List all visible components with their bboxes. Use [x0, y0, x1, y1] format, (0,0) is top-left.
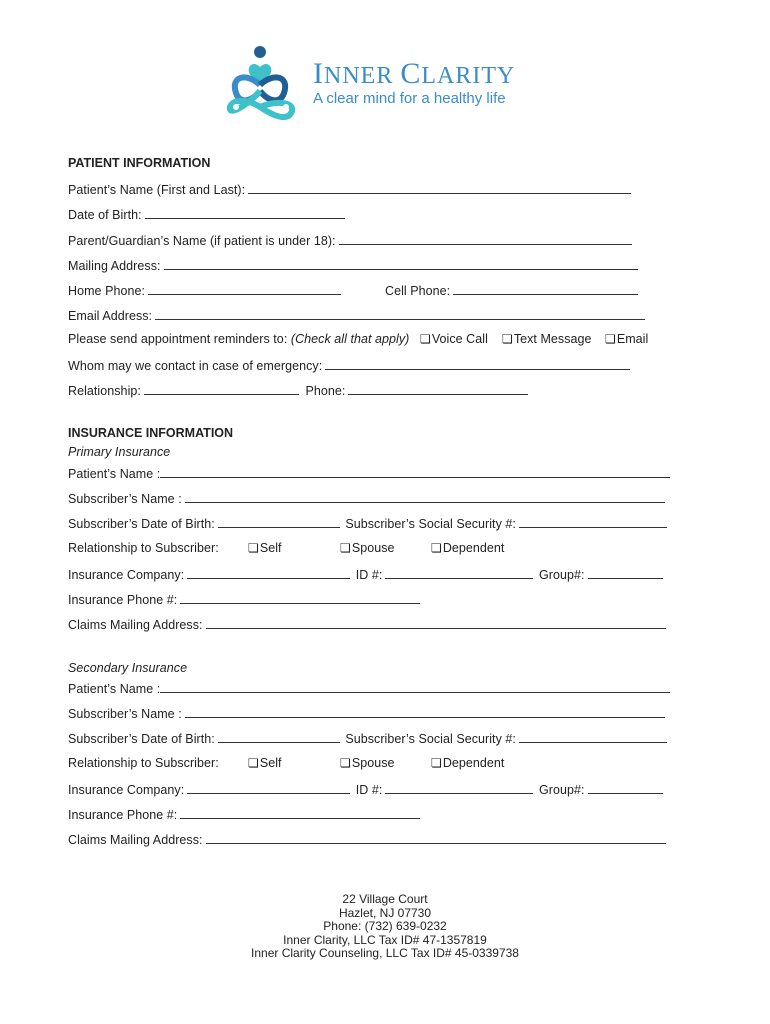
dob-label: Date of Birth:	[68, 208, 142, 222]
primary-insurance-title: Primary Insurance	[68, 445, 171, 459]
primary-subscriber-dob-label: Subscriber’s Date of Birth:	[68, 517, 215, 531]
cell-phone-label: Cell Phone:	[385, 284, 451, 298]
primary-phone-row	[68, 591, 420, 607]
primary-claims-row	[68, 616, 666, 632]
primary-patient-name-label: Patient’s Name :	[68, 467, 161, 481]
guardian-row	[68, 232, 632, 248]
brand-initial-2: C	[400, 57, 422, 90]
cell-phone-field[interactable]	[453, 282, 638, 295]
primary-id-label: ID #:	[355, 568, 383, 582]
secondary-self-label: Self	[259, 756, 282, 770]
secondary-id-field[interactable]	[385, 781, 533, 794]
dob-field[interactable]	[145, 206, 345, 219]
primary-subscriber-name-row	[68, 490, 665, 506]
mailing-field[interactable]	[164, 257, 638, 270]
reminder-voice-checkbox[interactable]	[420, 332, 488, 346]
secondary-subscriber-dob-field[interactable]	[218, 730, 340, 743]
secondary-id-label: ID #:	[355, 783, 383, 797]
secondary-phone-row	[68, 806, 420, 822]
primary-relationship-label: Relationship to Subscriber:	[68, 541, 219, 555]
emergency-relationship-label: Relationship:	[68, 384, 141, 398]
patient-name-label: Patient’s Name (First and Last):	[68, 183, 246, 197]
meditating-figure-icon	[222, 45, 300, 127]
secondary-group-label: Group#:	[538, 783, 585, 797]
secondary-spouse-checkbox[interactable]	[340, 756, 395, 770]
email-field[interactable]	[155, 307, 645, 320]
reminder-text-checkbox[interactable]	[502, 332, 592, 346]
secondary-subscriber-dob-row	[68, 730, 667, 746]
patient-heading: PATIENT INFORMATION	[68, 156, 211, 170]
primary-dependent-label: Dependent	[442, 541, 505, 555]
primary-claims-field[interactable]	[206, 616, 666, 629]
reminders-label: Please send appointment reminders to:	[68, 332, 288, 346]
footer-address: 22 Village Court	[342, 892, 428, 906]
footer-phone: Phone: (732) 639-0232	[323, 919, 447, 933]
secondary-insurance-title: Secondary Insurance	[68, 661, 188, 675]
primary-spouse-checkbox[interactable]	[340, 541, 395, 555]
footer-tax-id-2: Inner Clarity Counseling, LLC Tax ID# 45-0339738	[251, 946, 519, 960]
footer-city: Hazlet, NJ 07730	[338, 905, 432, 920]
secondary-subscriber-name-field[interactable]	[185, 705, 665, 718]
primary-claims-label: Claims Mailing Address:	[68, 618, 203, 632]
primary-self-label: Self	[259, 541, 282, 555]
insurance-heading: INSURANCE INFORMATION	[68, 426, 234, 440]
secondary-dependent-checkbox[interactable]	[431, 756, 504, 770]
primary-phone-field[interactable]	[180, 591, 420, 604]
secondary-patient-name-row	[68, 680, 670, 696]
brand-rest-1: NNER	[324, 63, 394, 89]
reminders-hint: (Check all that apply)	[290, 332, 410, 346]
primary-dependent-checkbox[interactable]	[431, 541, 504, 555]
emergency-relationship-row	[68, 382, 528, 398]
reminder-voice-label: Voice Call	[431, 332, 488, 346]
guardian-field[interactable]	[339, 232, 632, 245]
secondary-subscriber-ssn-field[interactable]	[519, 730, 667, 743]
primary-group-field[interactable]	[588, 566, 663, 579]
secondary-phone-field[interactable]	[180, 806, 420, 819]
secondary-claims-row	[68, 831, 666, 847]
dob-row	[68, 206, 345, 222]
secondary-patient-name-field[interactable]	[160, 680, 670, 693]
primary-patient-name-row	[68, 465, 670, 481]
secondary-claims-field[interactable]	[206, 831, 666, 844]
primary-subscriber-name-field[interactable]	[185, 490, 665, 503]
email-row	[68, 307, 645, 323]
patient-name-row	[68, 181, 631, 197]
secondary-dependent-label: Dependent	[442, 756, 505, 770]
email-label: Email Address:	[68, 309, 153, 323]
brand-tagline: A clear mind for a healthy life	[313, 90, 506, 107]
secondary-subscriber-dob-label: Subscriber’s Date of Birth:	[68, 732, 215, 746]
secondary-self-checkbox[interactable]	[248, 756, 282, 770]
primary-self-checkbox[interactable]	[248, 541, 282, 555]
home-phone-field[interactable]	[148, 282, 341, 295]
primary-subscriber-ssn-label: Subscriber’s Social Security #:	[345, 517, 516, 531]
secondary-claims-label: Claims Mailing Address:	[68, 833, 203, 847]
secondary-company-row	[68, 781, 663, 797]
guardian-label: Parent/Guardian’s Name (if patient is under 18):	[68, 234, 336, 248]
primary-company-row	[68, 566, 663, 582]
secondary-company-label: Insurance Company:	[68, 783, 185, 797]
secondary-phone-label: Insurance Phone #:	[68, 808, 178, 822]
patient-name-field[interactable]	[248, 181, 631, 194]
primary-company-field[interactable]	[187, 566, 350, 579]
brand-rest-2: LARITY	[421, 63, 516, 89]
reminder-email-label: Email	[616, 332, 649, 346]
primary-phone-label: Insurance Phone #:	[68, 593, 178, 607]
reminder-text-label: Text Message	[513, 332, 592, 346]
secondary-spouse-label: Spouse	[351, 756, 395, 770]
reminders-row	[68, 332, 409, 346]
secondary-subscriber-name-label: Subscriber’s Name :	[68, 707, 182, 721]
brand-name	[313, 57, 515, 91]
emergency-phone-label: Phone:	[305, 384, 346, 398]
reminder-email-checkbox[interactable]	[605, 332, 648, 346]
emergency-relationship-field[interactable]	[144, 382, 299, 395]
secondary-subscriber-name-row	[68, 705, 665, 721]
home-phone-label: Home Phone:	[68, 284, 145, 298]
secondary-patient-name-label: Patient’s Name :	[68, 682, 161, 696]
primary-spouse-label: Spouse	[351, 541, 395, 555]
mailing-row	[68, 257, 638, 273]
brand-initial-1: I	[313, 57, 324, 90]
primary-patient-name-field[interactable]	[160, 465, 670, 478]
footer	[0, 893, 770, 961]
secondary-group-field[interactable]	[588, 781, 663, 794]
primary-subscriber-ssn-field[interactable]	[519, 515, 667, 528]
footer-tax-id-1: Inner Clarity, LLC Tax ID# 47-1357819	[283, 932, 487, 947]
cell-phone-row	[385, 282, 638, 298]
primary-subscriber-name-label: Subscriber’s Name :	[68, 492, 182, 506]
emergency-phone-field[interactable]	[348, 382, 528, 395]
home-phone-row	[68, 282, 341, 298]
secondary-relationship-label: Relationship to Subscriber:	[68, 756, 219, 770]
primary-id-field[interactable]	[385, 566, 533, 579]
logo	[222, 45, 300, 127]
primary-company-label: Insurance Company:	[68, 568, 185, 582]
emergency-label: Whom may we contact in case of emergency:	[68, 359, 323, 373]
emergency-field[interactable]	[325, 357, 630, 370]
primary-group-label: Group#:	[538, 568, 585, 582]
secondary-subscriber-ssn-label: Subscriber’s Social Security #:	[345, 732, 516, 746]
mailing-label: Mailing Address:	[68, 259, 161, 273]
primary-subscriber-dob-row	[68, 515, 667, 531]
secondary-company-field[interactable]	[187, 781, 350, 794]
primary-subscriber-dob-field[interactable]	[218, 515, 340, 528]
emergency-row	[68, 357, 630, 373]
